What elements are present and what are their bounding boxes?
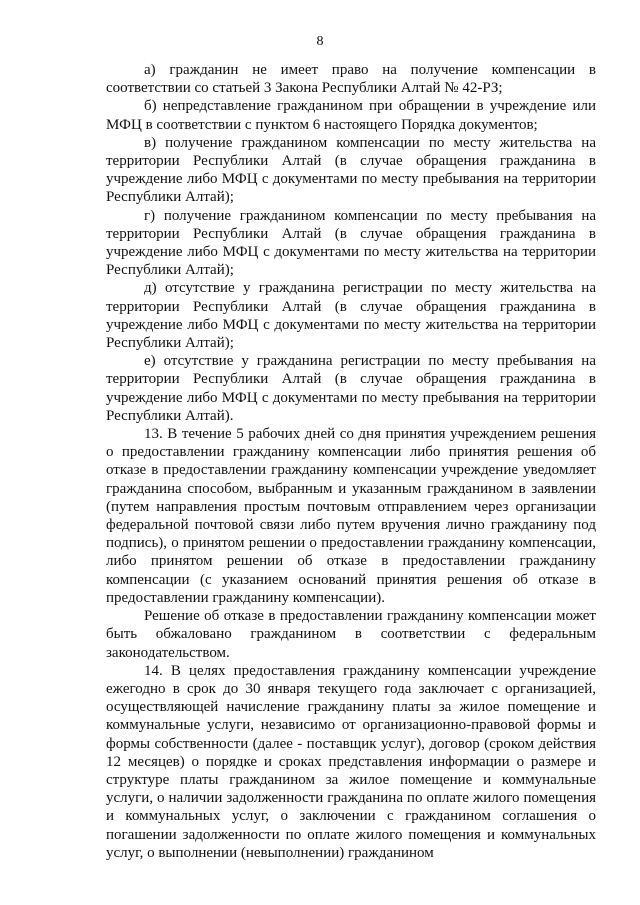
paragraph-item-v: в) получение гражданином компенсации по месту жительства на территории Республики Алтай (в случае обращения гражданина в учреждение либо МФЦ с документами по месту пребывания на территории Республики Алтай); xyxy=(106,134,596,206)
paragraph-item-b: б) непредставление гражданином при обращении в учреждение или МФЦ в соответствии с пунктом 6 настоящего Порядка документов; xyxy=(106,98,596,133)
paragraph-item-g: г) получение гражданином компенсации по месту пребывания на территории Республики Алтай (в случае обращения гражданина в учреждение либо МФЦ с документами по месту жительства на территории Республики Алтай); xyxy=(106,207,596,279)
paragraph-clause-13: 13. В течение 5 рабочих дней со дня принятия учреждением решения о предоставлении гражданину компенсации либо принятия решения об отказе в предоставлении гражданину компенсации учреждение уведомляет гражданина способом, выбранным и указанным гражданином в заявлении (путем направления простым почтовым отправлением через организации федеральной почтовой связи либо путем вручения лично гражданину под подпись), о принятом решении о предоставлении гражданину компенсации, либо принятом решении об отказе в предоставлении гражданину компенсации (с указанием оснований принятия решения об отказе в предоставлении гражданину компенсации). xyxy=(106,426,596,606)
page-number: 8 xyxy=(316,34,324,49)
paragraph-appeal: Решение об отказе в предоставлении гражданину компенсации может быть обжаловано гражданином в соответствии с федеральным законодательством. xyxy=(106,608,596,661)
paragraph-item-d: д) отсутствие у гражданина регистрации по месту жительства на территории Республики Алтай (в случае обращения гражданина в учреждение либо МФЦ с документами по месту жительства на территории Республики Алтай); xyxy=(106,280,596,352)
paragraph-item-a: а) гражданин не имеет право на получение компенсации в соответствии со статьей 3 Закона Республики Алтай № 42-РЗ; xyxy=(106,62,596,97)
paragraph-clause-14: 14. В целях предоставления гражданину компенсации учреждение ежегодно в срок до 30 января текущего года заключает с организацией, осуществляющей начисление гражданину платы за жилое помещение и коммунальные услуги, независимо от организационно-правовой формы и формы собственности (далее - поставщик услуг), договор (сроком действия 12 месяцев) о порядке и сроках представления информации о размере и структуре платы гражданином за жилое помещение и коммунальные услуги, о наличии задолженности гражданина по оплате жилого помещения и коммунальных услуг, о заключении с гражданином соглашения о погашении задолженности по оплате жилого помещения и коммунальных услуг, о выполнении (невыполнении) гражданином xyxy=(106,662,596,861)
paragraph-item-e: е) отсутствие у гражданина регистрации по месту пребывания на территории Республики Алтай (в случае обращения гражданина в учреждение либо МФЦ с документами по месту пребывания на территории Республики Алтай). xyxy=(106,353,596,424)
document-body xyxy=(106,61,596,862)
